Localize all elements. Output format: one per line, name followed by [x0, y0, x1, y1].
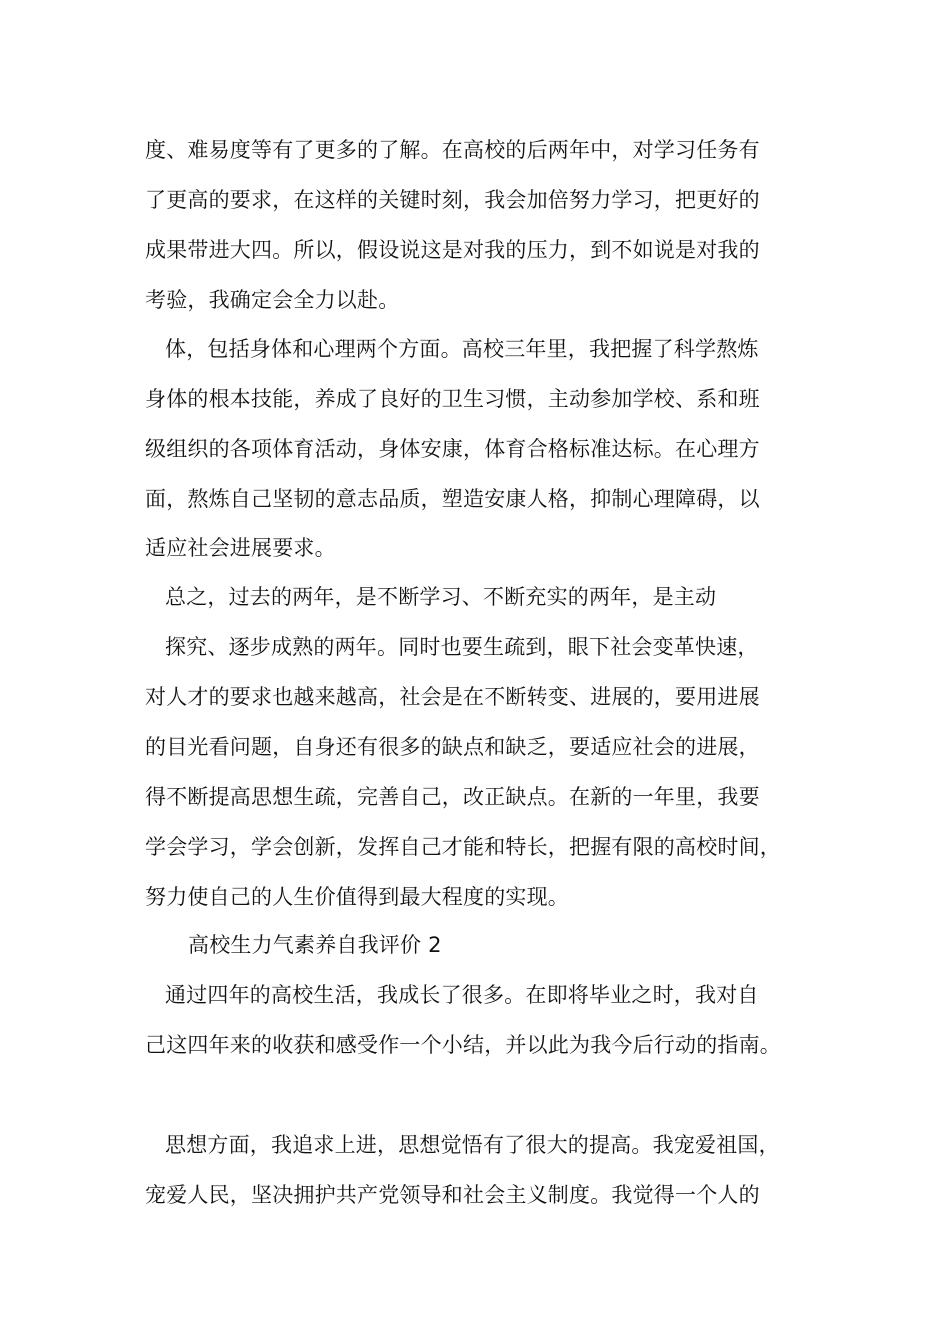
text-line: 宠爱人民，坚决拥护共产党领导和社会主义制度。我觉得一个人的: [145, 1183, 760, 1207]
text-line: 了更高的要求，在这样的关键时刻，我会加倍努力学习，把更好的: [145, 188, 760, 212]
text-line: 学会学习，学会创新，发挥自己才能和特长，把握有限的高校时间，: [145, 835, 781, 859]
text-line: 己这四年来的收获和感受作一个小结，并以此为我今后行动的指南。: [145, 1033, 781, 1057]
section-heading: 高校生力气素养自我评价 2: [188, 933, 442, 957]
text-line: 面，熬炼自己坚韧的意志品质，塑造安康人格，抑制心理障碍，以: [145, 487, 760, 511]
text-line: 总之，过去的两年，是不断学习、不断充实的两年，是主动: [165, 585, 717, 609]
text-line: 探究、逐步成熟的两年。同时也要生疏到，眼下社会变革快速，: [165, 635, 759, 659]
text-line: 级组织的各项体育活动，身体安康，体育合格标准达标。在心理方: [145, 437, 760, 461]
text-line: 体，包括身体和心理两个方面。高校三年里，我把握了科学熬炼: [165, 337, 759, 361]
text-line: 努力使自己的人生价值得到最大程度的实现。: [145, 885, 569, 909]
text-line: 的目光看问题，自身还有很多的缺点和缺乏，要适应社会的进展，: [145, 735, 760, 759]
text-line: 成果带进大四。所以，假设说这是对我的压力，到不如说是对我的: [145, 238, 760, 262]
text-line: 得不断提高思想生疏，完善自己，改正缺点。在新的一年里，我要: [145, 785, 760, 809]
text-line: 考验，我确定会全力以赴。: [145, 288, 400, 312]
text-line: 身体的根本技能，养成了良好的卫生习惯，主动参加学校、系和班: [145, 387, 760, 411]
text-line: 思想方面，我追求上进，思想觉悟有了很大的提高。我宠爱祖国，: [165, 1133, 780, 1157]
text-line: 适应社会进展要求。: [145, 536, 336, 560]
text-line: 对人才的要求也越来越高，社会是在不断转变、进展的，要用进展: [145, 685, 760, 709]
text-line: 通过四年的高校生活，我成长了很多。在即将毕业之时，我对自: [165, 983, 759, 1007]
text-line: 度、难易度等有了更多的了解。在高校的后两年中，对学习任务有: [145, 138, 760, 162]
